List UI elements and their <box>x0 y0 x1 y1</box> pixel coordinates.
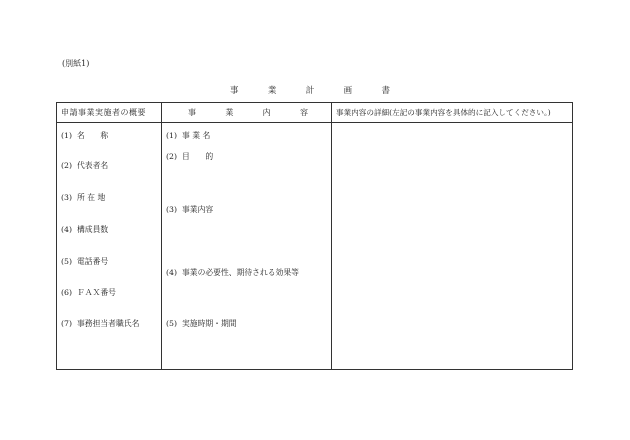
applicant-item-address <box>61 192 105 203</box>
project-item-period <box>166 318 237 329</box>
project-item-name <box>166 130 210 141</box>
header-char: 内 <box>262 108 271 117</box>
header-applicant-overview: 申請事業実施者の概要 <box>61 108 146 117</box>
item-number: (1) <box>61 131 73 140</box>
applicant-item-fax <box>61 287 116 298</box>
item-number: (3) <box>61 193 73 202</box>
item-label: 代表者名 <box>77 161 109 170</box>
item-label: 実施時期・期間 <box>182 319 237 328</box>
header-char: 事 <box>188 108 196 117</box>
project-item-purpose <box>166 151 213 162</box>
title-char: 事 <box>230 86 239 96</box>
project-column <box>161 103 332 369</box>
plan-table <box>56 102 573 370</box>
item-label: 電話番号 <box>77 257 109 266</box>
item-label: 事業内容 <box>182 205 214 214</box>
item-label: 事務担当者職氏名 <box>77 319 140 328</box>
item-label: 構成員数 <box>77 225 109 234</box>
header-project-content <box>188 107 308 118</box>
applicant-item-contact-person <box>61 318 139 329</box>
header-char: 容 <box>299 108 308 117</box>
title-char: 書 <box>381 86 390 96</box>
applicant-item-phone <box>61 256 108 267</box>
item-label: 事業の必要性、期待される効果等 <box>182 268 299 277</box>
item-number: (5) <box>166 319 178 328</box>
header-cell-details <box>332 103 572 123</box>
item-number: (6) <box>61 288 73 297</box>
document-title <box>230 84 390 96</box>
applicant-item-representative <box>61 160 108 171</box>
project-item-necessity <box>166 267 299 278</box>
item-label: 名 称 <box>77 131 109 140</box>
item-number: (7) <box>61 319 73 328</box>
item-number: (2) <box>61 161 73 170</box>
item-number: (5) <box>61 257 73 266</box>
header-project-details: 事業内容の詳細(左記の事業内容を具体的に記入してください。) <box>336 108 551 117</box>
item-label: ＦＡＸ番号 <box>77 288 116 297</box>
item-label: 所 在 地 <box>77 193 106 202</box>
title-char: 画 <box>343 86 353 96</box>
applicant-item-name <box>61 130 108 141</box>
title-char: 計 <box>305 86 315 96</box>
item-label: 目 的 <box>182 152 214 161</box>
item-number: (3) <box>166 205 178 214</box>
item-number: (4) <box>166 268 178 277</box>
header-char: 業 <box>225 108 234 117</box>
header-cell-project <box>162 103 332 123</box>
annex-label: (別紙1) <box>62 59 90 68</box>
item-number: (2) <box>166 152 178 161</box>
item-number: (1) <box>166 131 178 140</box>
details-column <box>331 103 572 369</box>
applicant-column <box>57 103 161 369</box>
project-item-content <box>166 204 213 215</box>
title-char: 業 <box>267 86 277 96</box>
item-number: (4) <box>61 225 73 234</box>
item-label: 事 業 名 <box>182 131 211 140</box>
applicant-item-members <box>61 224 108 235</box>
header-cell-applicant <box>57 103 161 123</box>
